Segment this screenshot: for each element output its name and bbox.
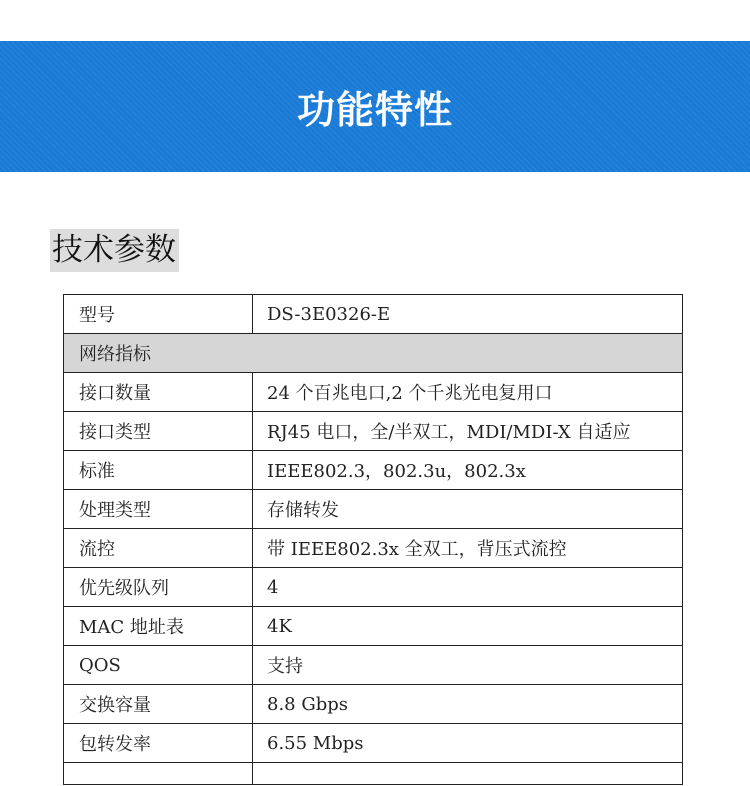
table-row (64, 724, 683, 763)
spec-value: 支持 (253, 646, 683, 685)
spec-value: RJ45 电口，全/半双工，MDI/MDI-X 自适应 (253, 412, 683, 451)
table-row (64, 451, 683, 490)
table-row (64, 373, 683, 412)
spec-label: QOS (64, 646, 253, 685)
table-row (64, 529, 683, 568)
spec-label: MAC 地址表 (64, 607, 253, 646)
spec-label (64, 763, 253, 785)
table-row-model (64, 295, 683, 334)
feature-banner (0, 41, 750, 172)
spec-label: 标准 (64, 451, 253, 490)
table-row-cut-off (64, 763, 683, 785)
spec-table (63, 294, 683, 785)
banner-title: 功能特性 (296, 88, 453, 132)
spec-label: 包转发率 (64, 724, 253, 763)
table-row (64, 685, 683, 724)
spec-label: 接口类型 (64, 412, 253, 451)
spec-label: 优先级队列 (64, 568, 253, 607)
spec-value: DS-3E0326-E (253, 295, 683, 334)
spec-value: 带 IEEE802.3x 全双工，背压式流控 (253, 529, 683, 568)
spec-value: 8.8 Gbps (253, 685, 683, 724)
spec-label: 流控 (64, 529, 253, 568)
spec-label: 交换容量 (64, 685, 253, 724)
spec-value (253, 763, 683, 785)
spec-value: IEEE802.3，802.3u，802.3x (253, 451, 683, 490)
table-row (64, 568, 683, 607)
table-row (64, 412, 683, 451)
group-label: 网络指标 (64, 334, 683, 373)
spec-value: 存储转发 (253, 490, 683, 529)
section-heading: 技术参数 (50, 229, 179, 272)
spec-value: 24 个百兆电口,2 个千兆光电复用口 (253, 373, 683, 412)
table-row (64, 490, 683, 529)
spec-value: 4 (253, 568, 683, 607)
table-group-row (64, 334, 683, 373)
spec-value: 4K (253, 607, 683, 646)
spec-label: 处理类型 (64, 490, 253, 529)
spec-label: 接口数量 (64, 373, 253, 412)
table-row (64, 646, 683, 685)
spec-value: 6.55 Mbps (253, 724, 683, 763)
table-row (64, 607, 683, 646)
spec-label: 型号 (64, 295, 253, 334)
